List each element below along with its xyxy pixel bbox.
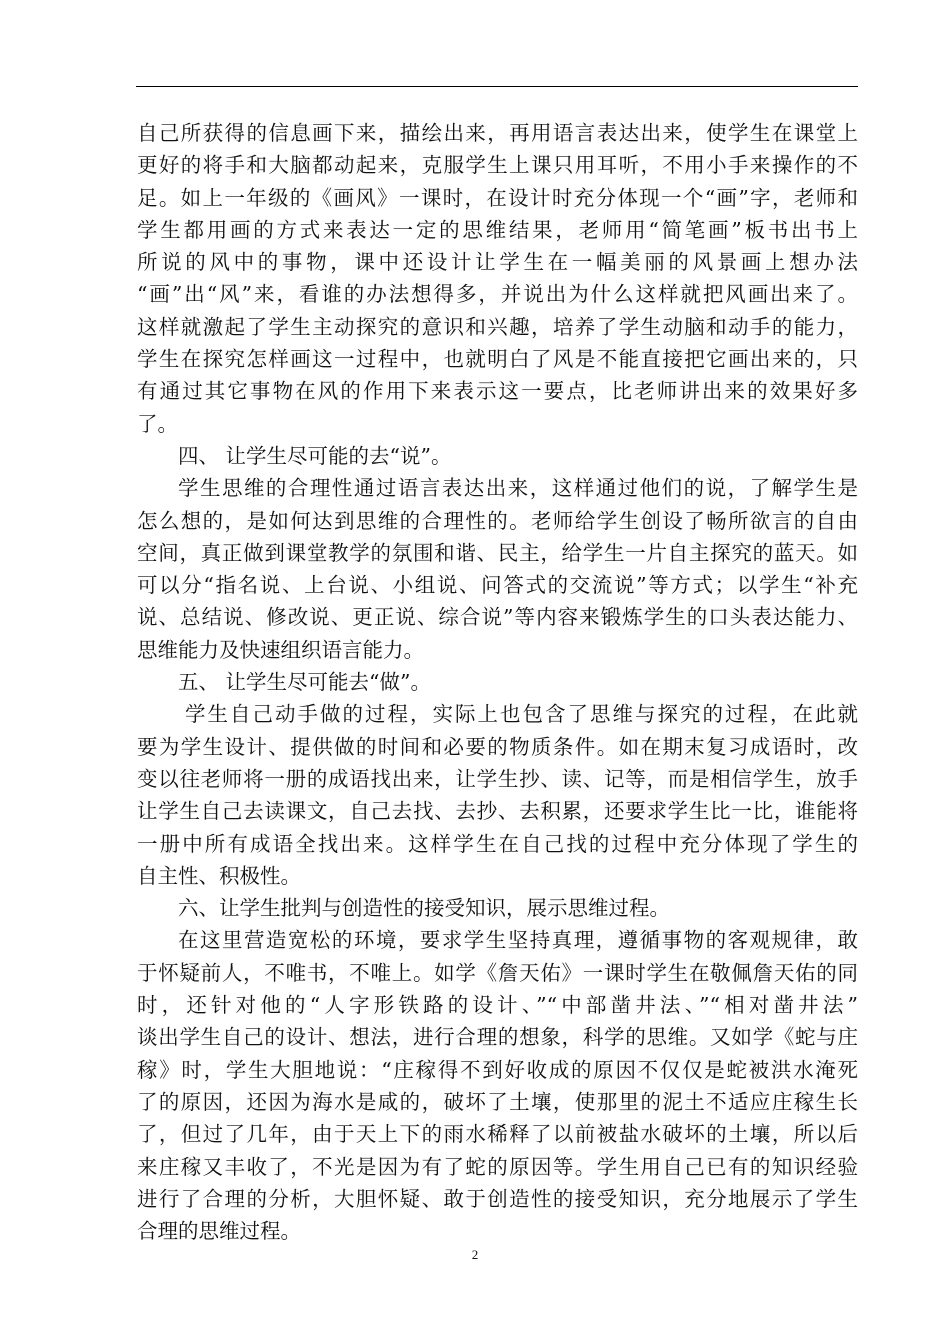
text-line: 时，还针对他的“人字形铁路的设计、”“中部凿井法、”“相对凿井法” <box>137 993 858 1018</box>
text-line: 空间，真正做到课堂教学的氛围和谐、民主，给学生一片自主探究的蓝天。如 <box>137 540 858 565</box>
text-line: 稼》时，学生大胆地说：“庄稼得不到好收成的原因不仅仅是蛇被洪水淹死 <box>137 1057 858 1082</box>
text-line: 谈出学生自己的设计、想法，进行合理的想象，科学的思维。又如学《蛇与庄 <box>137 1025 858 1050</box>
text-line: 四、 让学生尽可能的去“说”。 <box>178 443 452 468</box>
text-line: 了的原因，还因为海水是咸的，破坏了土壤，使那里的泥土不适应庄稼生长 <box>137 1089 858 1114</box>
text-line: 来庄稼又丰收了，不光是因为有了蛇的原因等。学生用自己已有的知识经验 <box>137 1154 858 1179</box>
text-line: “画”出“风”来，看谁的办法想得多，并说出为什么这样就把风画出来了。 <box>137 282 858 307</box>
page-number: 2 <box>471 1247 479 1262</box>
text-line: 学生在探究怎样画这一过程中，也就明白了风是不能直接把它画出来的，只 <box>137 347 858 372</box>
text-line: 思维能力及快速组织语言能力。 <box>137 637 424 662</box>
text-line: 自己所获得的信息画下来，描绘出来，再用语言表达出来，使学生在课堂上 <box>137 121 858 145</box>
text-line: 于怀疑前人，不唯书，不唯上。如学《詹天佑》一课时学生在敬佩詹天佑的同 <box>137 960 858 985</box>
header-rule <box>136 86 858 87</box>
text-line: 这样就激起了学生主动探究的意识和兴趣，培养了学生动脑和动手的能力， <box>137 314 858 339</box>
text-line: 一册中所有成语全找出来。这样学生在自己找的过程中充分体现了学生的 <box>137 831 858 856</box>
text-line: 更好的将手和大脑都动起来，克服学生上课只用耳听，不用小手来操作的不 <box>137 153 858 178</box>
text-line: 让学生自己去读课文，自己去找、去抄、去积累，还要求学生比一比，谁能将 <box>137 799 858 824</box>
text-line: 五、 让学生尽可能去“做”。 <box>178 670 431 695</box>
text-line: 说、总结说、修改说、更正说、综合说”等内容来锻炼学生的口头表达能力、 <box>137 605 858 630</box>
text-line: 所说的风中的事物，课中还设计让学生在一幅美丽的风景画上想办法 <box>137 250 858 275</box>
text-line: 可以分“指名说、上台说、小组说、问答式的交流说”等方式；以学生“补充 <box>137 573 858 598</box>
text-line: 足。如上一年级的《画风》一课时，在设计时充分体现一个“画”字，老师和 <box>137 185 858 210</box>
text-line: 学生都用画的方式来表达一定的思维结果，老师用“简笔画”板书出书上 <box>137 217 858 242</box>
text-line: 在这里营造宽松的环境，要求学生坚持真理，遵循事物的客观规律，敢 <box>178 928 858 953</box>
text-line: 合理的思维过程。 <box>137 1219 301 1244</box>
text-line: 学生思维的合理性通过语言表达出来，这样通过他们的说，了解学生是 <box>178 476 858 501</box>
text-line: 学生自己动手做的过程，实际上也包含了思维与探究的过程，在此就 <box>185 702 858 727</box>
text-line: 变以往老师将一册的成语找出来，让学生抄、读、记等，而是相信学生，放手 <box>137 766 858 791</box>
text-line: 进行了合理的分析，大胆怀疑、敢于创造性的接受知识，充分地展示了学生 <box>137 1186 858 1211</box>
text-line: 了。 <box>137 411 178 436</box>
text-line: 有通过其它事物在风的作用下来表示这一要点，比老师讲出来的效果好多 <box>137 379 858 404</box>
text-line: 六、让学生批判与创造性的接受知识，展示思维过程。 <box>178 896 670 921</box>
text-line: 怎么想的，是如何达到思维的合理性的。老师给学生创设了畅所欲言的自由 <box>137 508 858 533</box>
text-line: 要为学生设计、提供做的时间和必要的物质条件。如在期末复习成语时，改 <box>137 734 858 759</box>
text-line: 了，但过了几年，由于天上下的雨水稀释了以前被盐水破坏的土壤，所以后 <box>137 1122 858 1147</box>
text-line: 自主性、积极性。 <box>137 863 301 888</box>
body-text <box>137 117 858 1247</box>
